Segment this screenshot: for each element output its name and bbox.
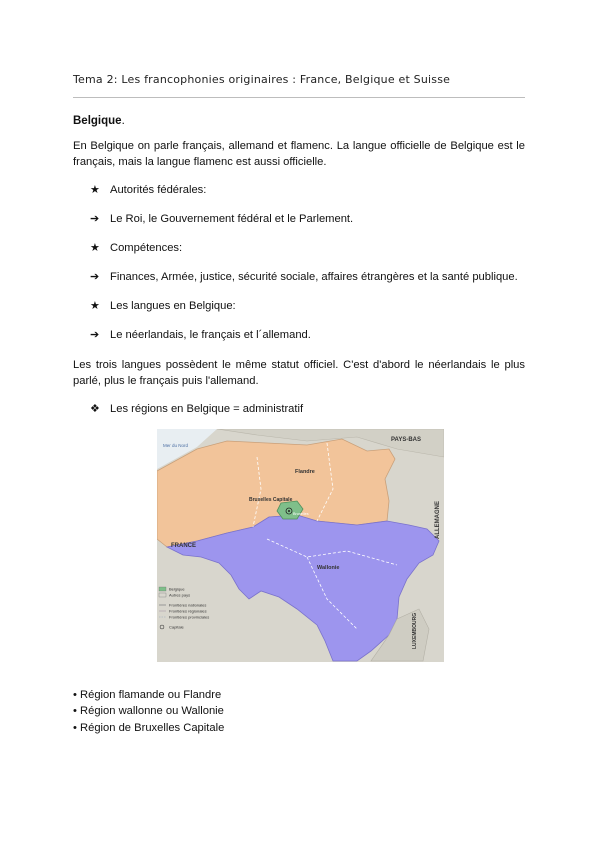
list-item: • Région de Bruxelles Capitale [73,722,225,734]
flanders-label: Flandre [295,469,315,475]
list-item: • Région flamande ou Flandre [73,689,222,701]
bullet-text: Compétences: [110,241,183,254]
bullet-text: Le néerlandais, le français et l´allemand. [110,328,311,341]
section-title-text: Belgique [73,115,122,127]
bullet-text: Autorités fédérales: [110,183,207,196]
bullet-item [90,241,182,254]
section-title-suffix: . [121,115,125,127]
section-title [73,115,125,127]
bullet-text: Le Roi, le Gouvernement fédéral et le Parlement. [110,212,354,225]
bullet-text: Les langues en Belgique: [110,299,236,312]
svg-text:Capitale: Capitale [169,624,184,630]
svg-text:Frontières régionales: Frontières régionales [169,608,207,614]
svg-text:Frontières provinciales: Frontières provinciales [169,614,210,620]
diamond-icon: ❖ [90,403,100,415]
arrow-icon: ➔ [90,271,100,283]
brussels-city-label: Bruxelles [293,512,309,516]
germany-label: ALLEMAGNE [435,501,441,539]
sea-label: Mer du Nord [163,443,189,448]
star-icon: ★ [90,184,100,196]
bullet-item [90,328,311,341]
page-header: Tema 2: Les francophonies originaires : France, Belgique et Suisse [73,73,451,86]
brussels-label: Bruxelles Capitale [249,497,293,503]
belgium-map [157,429,444,662]
netherlands-label: PAYS-BAS [391,437,422,443]
regions-bullet [90,402,303,415]
bullet-item [90,270,518,283]
list-item: • Région wallonne ou Wallonie [73,705,224,717]
header-rule [73,97,525,98]
bullet-item [90,183,206,196]
svg-text:Belgique: Belgique [169,586,185,592]
bullet-text: Finances, Armée, justice, sécurité sociale, affaires étrangères et la santé publique. [110,270,518,283]
arrow-icon: ➔ [90,213,100,225]
svg-text:Frontières nationales: Frontières nationales [169,602,207,608]
bullet-text: Les régions en Belgique = administratif [110,402,304,415]
france-label: FRANCE [171,543,196,549]
languages-paragraph: Les trois langues possèdent le même statut officiel. C'est d'abord le néerlandais le plus parlé, plus le français puis l'allemand. [73,359,525,387]
star-icon: ★ [90,242,100,254]
svg-text:Autres pays: Autres pays [169,592,191,598]
intro-paragraph: En Belgique on parle français, allemand et flamenc. La langue officielle de Belgique est le français, mais la langue flamenc est aussi officielle. [73,140,525,168]
arrow-icon: ➔ [90,329,100,341]
wallonia-label: Wallonie [317,565,340,571]
bullet-item [90,299,236,312]
luxembourg-label: LUXEMBOURG [412,612,418,649]
bullet-item [90,212,353,225]
star-icon: ★ [90,300,100,312]
